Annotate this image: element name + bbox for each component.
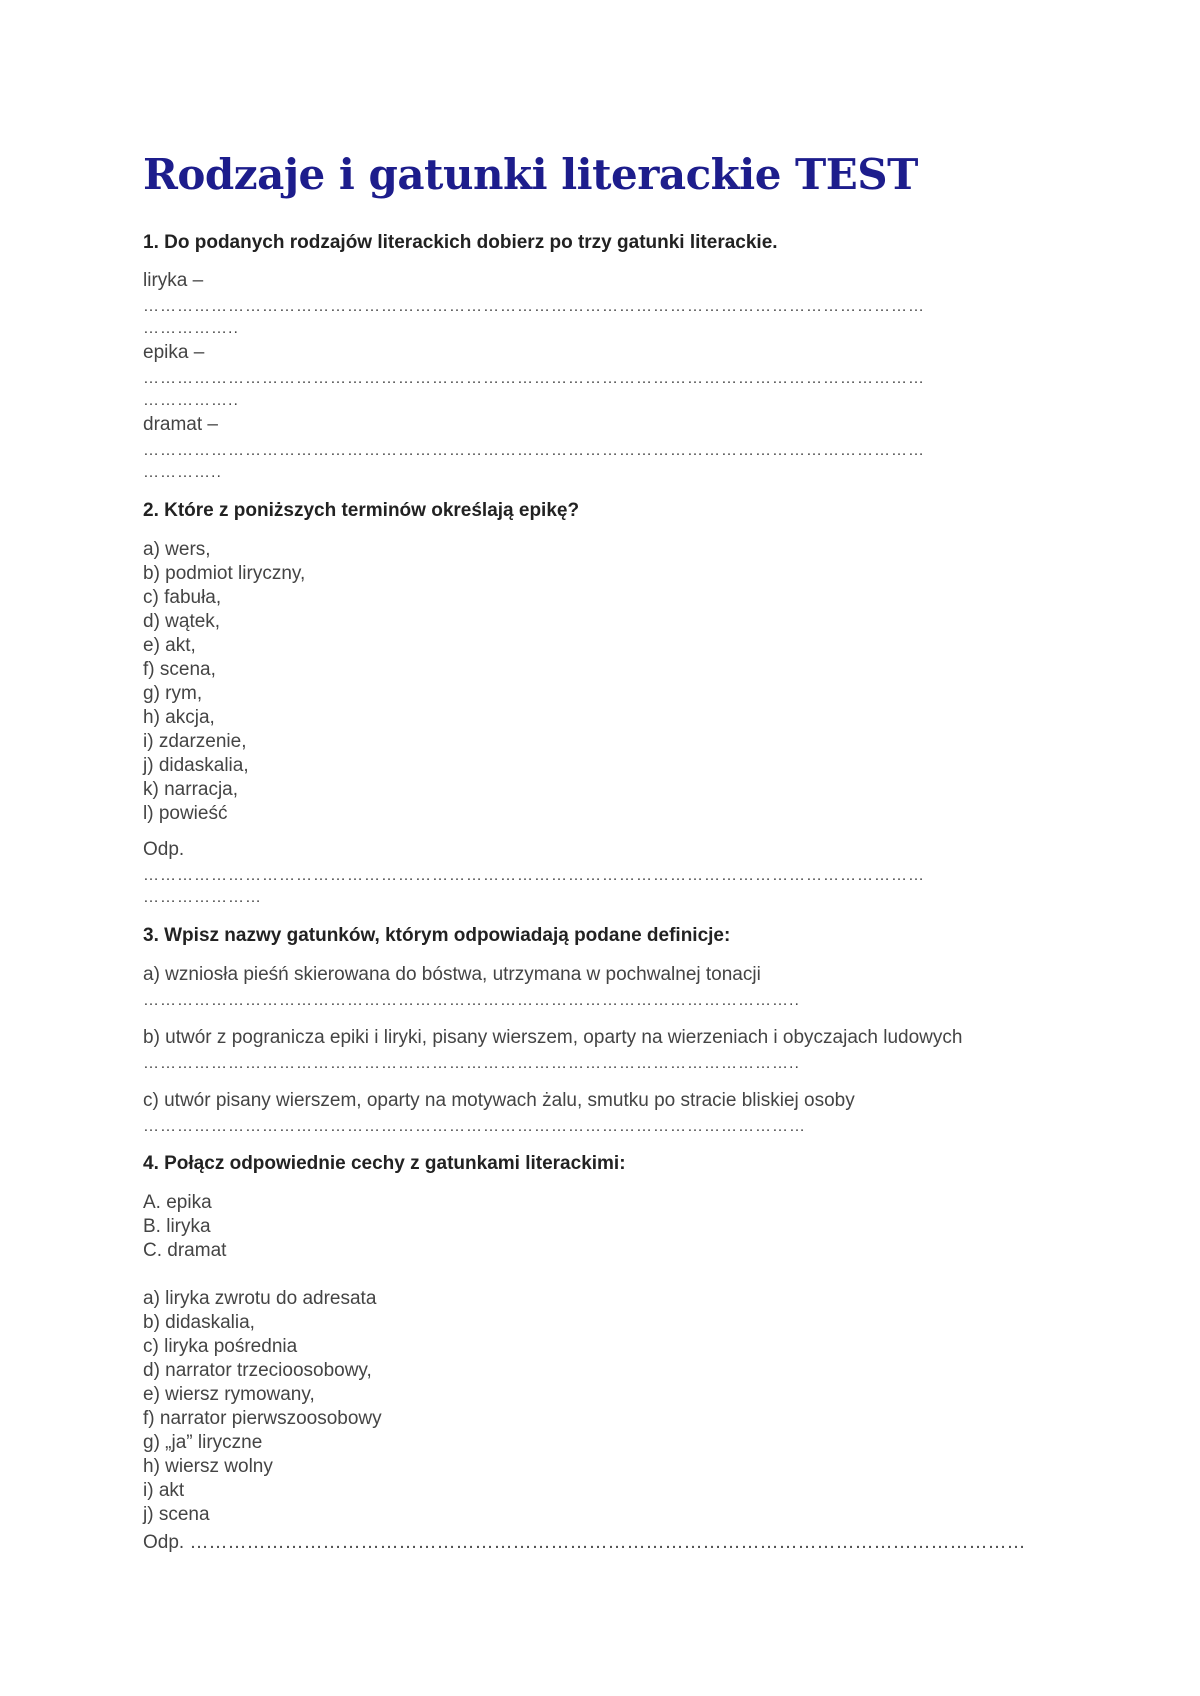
q4-features-list <box>143 1287 382 1527</box>
list-item: h) akcja, <box>143 707 215 728</box>
q3-answer-line: ……………………………………………………………………………………………………… <box>143 1118 806 1135</box>
list-item: l) powieść <box>143 803 228 824</box>
list-item: c) liryka pośrednia <box>143 1336 298 1357</box>
q2-answer-label: Odp. <box>143 839 185 860</box>
q1-answer-line: …………….. <box>143 320 239 337</box>
page-title: Rodzaje i gatunki literackie TEST <box>143 150 918 199</box>
q4-genres-list <box>143 1191 226 1263</box>
q3-definition: a) wzniosła pieśń skierowana do bóstwa, utrzymana w pochwalnej tonacji <box>143 964 761 985</box>
list-item: j) didaskalia, <box>143 755 249 776</box>
question-4-heading: 4. Połącz odpowiednie cechy z gatunkami literackimi: <box>143 1153 626 1174</box>
q1-row-label: liryka – <box>143 270 204 291</box>
q3-definition: b) utwór z pogranicza epiki i liryki, pisany wierszem, oparty na wierzeniach i obyczajach ludowych <box>143 1027 963 1048</box>
list-item: g) rym, <box>143 683 203 704</box>
question-3-heading: 3. Wpisz nazwy gatunków, którym odpowiadają podane definicje: <box>143 925 731 946</box>
question-1-heading: 1. Do podanych rodzajów literackich dobierz po trzy gatunki literackie. <box>143 232 778 253</box>
question-2-heading: 2. Które z poniższych terminów określają epikę? <box>143 500 580 521</box>
q1-answer-line: …………….. <box>143 392 239 409</box>
q3-definition: c) utwór pisany wierszem, oparty na motywach żalu, smutku po stracie bliskiej osoby <box>143 1090 855 1111</box>
list-item: j) scena <box>143 1504 210 1525</box>
list-item: a) wers, <box>143 539 211 560</box>
list-item: h) wiersz wolny <box>143 1456 273 1477</box>
q1-row-label: dramat – <box>143 414 218 435</box>
list-item: k) narracja, <box>143 779 239 800</box>
list-item: b) podmiot liryczny, <box>143 563 306 584</box>
list-item: g) „ja” liryczne <box>143 1432 263 1453</box>
list-item: f) scena, <box>143 659 216 680</box>
list-item: C. dramat <box>143 1240 227 1261</box>
list-item: e) akt, <box>143 635 196 656</box>
q1-answer-line: ………….. <box>143 464 222 481</box>
list-item: d) narrator trzecioosobowy, <box>143 1360 372 1381</box>
list-item: d) wątek, <box>143 611 221 632</box>
list-item: b) didaskalia, <box>143 1312 255 1333</box>
list-item: f) narrator pierwszoosobowy <box>143 1408 382 1429</box>
list-item: i) zdarzenie, <box>143 731 247 752</box>
q1-row-label: epika – <box>143 342 205 363</box>
q1-answer-line: ………………………………………………………………………………………………………………………… <box>143 370 925 387</box>
list-item: a) liryka zwrotu do adresata <box>143 1288 377 1309</box>
q2-answer-line: ………………… <box>143 889 262 906</box>
list-item: i) akt <box>143 1480 185 1501</box>
q3-answer-line: …………………………………………………………………………………………………….. <box>143 1055 800 1072</box>
q2-options-list <box>143 538 305 826</box>
q2-answer-line: ………………………………………………………………………………………………………………………… <box>143 867 925 884</box>
q3-answer-line: …………………………………………………………………………………………………….. <box>143 992 800 1009</box>
list-item: c) fabuła, <box>143 587 222 608</box>
q1-answer-line: ………………………………………………………………………………………………………………………… <box>143 298 925 315</box>
q4-answer-line: Odp. …………………………………………………………………………………………………………………… <box>143 1532 1026 1553</box>
list-item: e) wiersz rymowany, <box>143 1384 315 1405</box>
list-item: A. epika <box>143 1192 212 1213</box>
list-item: B. liryka <box>143 1216 211 1237</box>
q1-answer-line: ………………………………………………………………………………………………………………………… <box>143 442 925 459</box>
